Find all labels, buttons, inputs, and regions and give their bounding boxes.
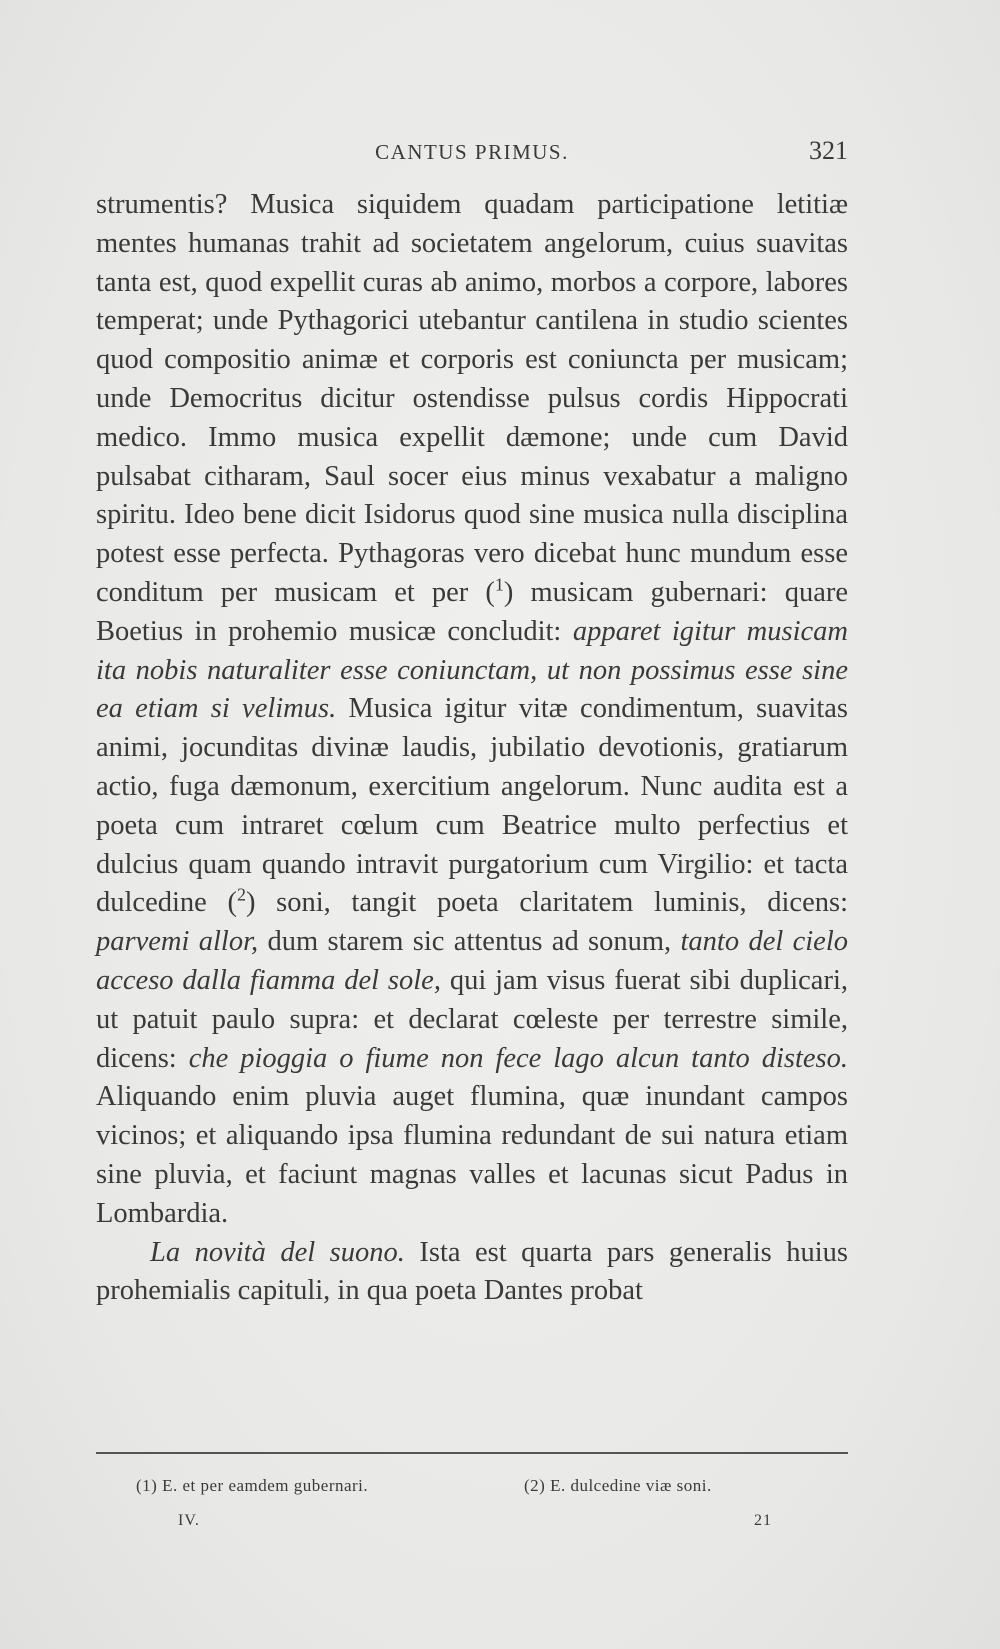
- footnote-mark: (1): [136, 1476, 158, 1495]
- italic-lemma: La novità del suono.: [150, 1236, 405, 1268]
- italic-quotation: tanto del cielo acceso dalla fiamma del sole,: [96, 926, 848, 996]
- italic-quotation: che pioggia o fiume non fece lago alcun tanto disteso.: [188, 1042, 848, 1074]
- text-run: musicam gubernari: quare Boetius in prohemio musicæ concludit:: [96, 576, 848, 647]
- signature-line: [136, 1512, 772, 1536]
- text-run: strumentis? Musica siquidem quadam participatione letitiæ mentes humanas trahit ad societatem angelorum, cuius suavitas tanta est, quod expellit curas ab animo, morbos a corpore, labores temperat; unde Pythagorici utebantur cantilena in studio scientes quod compositio animæ et corporis est coniuncta per musicam; unde Democritus dicitur ostendisse pulsus cordis Hippocrati medico. Immo musica expellit dæmone; unde cum David pulsabat citharam, Saul socer eius minus vexabatur a maligno spiritu. Ideo bene dicit Isidorus quod sine musica nulla disciplina potest esse perfecta. Pythagoras vero dicebat hunc mundum esse conditum per musicam et per: [96, 189, 848, 608]
- italic-quotation: parvemi allor,: [96, 926, 259, 958]
- paragraph-2: [96, 1234, 848, 1312]
- text-run: soni, tangit poeta claritatem luminis, dicens:: [255, 887, 848, 919]
- footnote-mark: (2): [524, 1476, 546, 1495]
- italic-quotation: apparet igitur musicam ita nobis naturaliter esse coniunctam, ut non possimus esse sine ea etiam si velimus.: [96, 615, 848, 725]
- signature-mark: IV.: [178, 1512, 200, 1529]
- paragraph-1: strumentis? Musica siquidem quadam participatione letitiæ mentes humanas trahit ad societatem angelorum, cuius suavitas tanta est, quod expellit curas ab animo, morbos a corpore, labores temperat; unde Pythagorici utebantur cantilena in studio scientes quod compositio animæ et corporis est coniuncta per musicam; unde Democritus dicitur ostendisse pulsus cordis Hippocrati medico. Immo musica expellit dæmone; unde cum David pulsabat citharam, Saul socer eius minus vexabatur a maligno spiritu. Ideo bene dicit Isidorus quod sine musica nulla disciplina potest esse perfecta. Pythagoras vero dicebat hunc mundum esse conditum per musicam et per ($^1$) musicam gubernari: quare Boetius in prohemio musicæ concludit: apparet igitur musicam ita nobis naturaliter esse coniunctam, ut non possimus esse sine ea etiam si velimus. Musica igitur vitæ condimentum, suavitas animi, jocunditas divinæ laudis, jubilatio devotionis, gratiarum actio, fuga dæmonum, exercitium angelorum. Nunc audita est a poeta cum intraret cœlum cum Beatrice multo perfectius et dulcius quam quando intravit purgatorium cum Virgilio: et tacta dulcedine ($^2$) soni, tangit poeta claritatem luminis, dicens: parvemi allor, dum starem sic attentus ad sonum, tanto del cielo acceso dalla fiamma del sole, qui jam visus fuerat sibi duplicari, ut patuit paulo supra: et declarat cœleste per terrestre simile, dicens: che pioggia o fiume non fece lago alcun tanto disteso. Aliquando enim pluvia auget flumina, quæ inundant campos vicinos; et aliquando ipsa flumina redundant de sui natura etiam sine pluvia, et faciunt magnas valles et lacunas sicut Padus in Lombardia.: [96, 189, 848, 1229]
- footnote-2: [524, 1476, 712, 1496]
- footnote-rule: [96, 1452, 848, 1454]
- footnote-reference-1: 1: [494, 574, 504, 595]
- page-number: 321: [809, 136, 848, 165]
- footnote-reference-2: 2: [236, 884, 246, 905]
- page-header: [96, 136, 848, 174]
- footnote-text: E. et per eamdem gubernari.: [162, 1476, 369, 1495]
- text-run: Musica igitur vitæ condimentum, suavitas animi, jocunditas divinæ laudis, jubilatio devotionis, gratiarum actio, fuga dæmonum, exercitium angelorum. Nunc audita est a poeta cum intraret cœlum cum Beatrice multo perfectius et dulcius quam quando intravit purgatorium cum Virgilio: et tacta dulcedine: [96, 693, 848, 919]
- text-run: Ista est quarta pars generalis huius prohemialis capituli, in qua poeta Dantes probat: [96, 1236, 848, 1307]
- text-run: dum starem sic attentus ad sonum,: [258, 926, 681, 958]
- sheet-number: 21: [754, 1512, 772, 1529]
- text-run: Aliquando enim pluvia auget flumina, quæ inundant campos vicinos; et aliquando ipsa flumina redundant de sui natura etiam sine pluvia, et faciunt magnas valles et lacunas sicut Padus in Lombardia.: [96, 1081, 848, 1229]
- running-head: CANTUS PRIMUS.: [375, 140, 569, 164]
- footnote-text: E. dulcedine viæ soni.: [550, 1476, 712, 1495]
- body-text: [96, 186, 848, 1311]
- text-run: qui jam visus fuerat sibi duplicari, ut patuit paulo supra: et declarat cœleste per terrestre simile, dicens:: [96, 964, 848, 1074]
- footnote-1: [136, 1476, 368, 1496]
